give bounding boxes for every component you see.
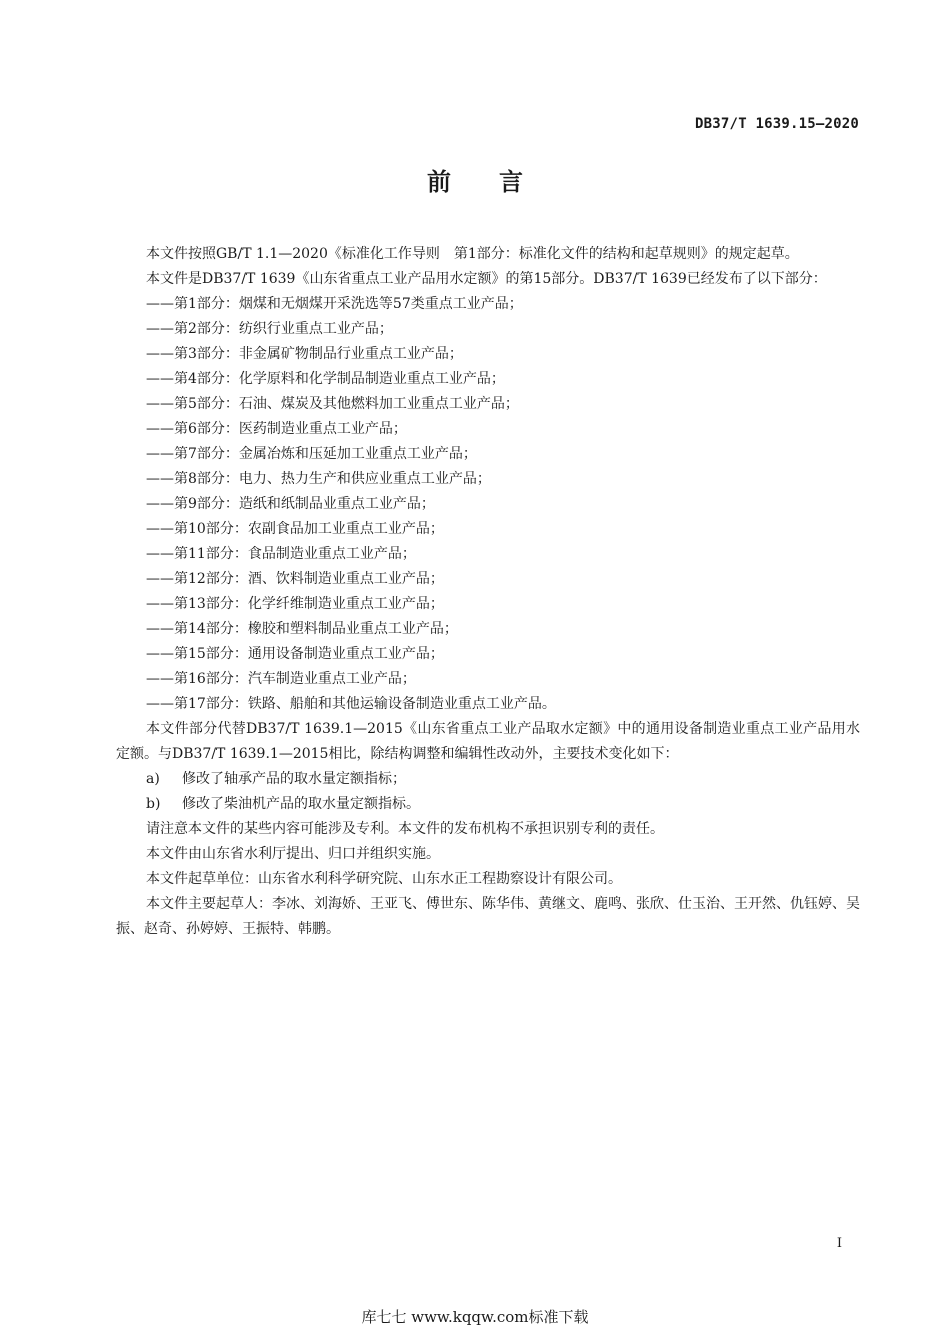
change-marker: a) [146, 771, 160, 787]
list-item: ——第3部分：非金属矿物制品行业重点工业产品； [146, 346, 463, 362]
list-item: ——第10部分：农副食品加工业重点工业产品； [146, 521, 444, 537]
footer-watermark: 库七七 www.kqqw.com标准下载 [361, 1308, 589, 1326]
list-item: ——第16部分：汽车制造业重点工业产品； [146, 671, 416, 687]
list-item: ——第8部分：电力、热力生产和供应业重点工业产品； [146, 471, 491, 487]
list-item: ——第13部分：化学纤维制造业重点工业产品； [146, 596, 444, 612]
change-text: 修改了轴承产品的取水量定额指标； [182, 771, 406, 787]
proposer-paragraph: 本文件由山东省水利厅提出、归口并组织实施。 [146, 846, 440, 862]
list-item: ——第12部分：酒、饮料制造业重点工业产品； [146, 571, 444, 587]
list-item: ——第1部分：烟煤和无烟煤开采洗选等57类重点工业产品； [146, 296, 523, 312]
intro-paragraph-2: 本文件是DB37/T 1639《山东省重点工业产品用水定额》的第15部分。DB37/T 1639已经发布了以下部分： [146, 271, 827, 287]
replacement-paragraph: 本文件部分代替DB37/T 1639.1—2015《山东省重点工业产品取水定额》中的通用设备制造业重点工业产品用水定额。与DB37/T 1639.1—2015相比，除结构调整和编辑性改动外，主要技术变化如下： [116, 721, 860, 762]
list-item: ——第9部分：造纸和纸制品业重点工业产品； [146, 496, 435, 512]
list-item: ——第6部分：医药制造业重点工业产品； [146, 421, 407, 437]
change-item [116, 767, 860, 792]
intro-paragraph-1: 本文件按照GB/T 1.1—2020《标准化工作导则 第1部分：标准化文件的结构和起草规则》的规定起草。 [146, 246, 799, 262]
list-item: ——第15部分：通用设备制造业重点工业产品； [146, 646, 444, 662]
list-item: ——第17部分：铁路、船舶和其他运输设备制造业重点工业产品。 [146, 696, 556, 712]
page-title: 前言 [427, 168, 571, 196]
list-item: ——第2部分：纺织行业重点工业产品； [146, 321, 393, 337]
page-number: I [836, 1236, 842, 1251]
change-marker: b) [146, 796, 161, 812]
list-item: ——第14部分：橡胶和塑料制品业重点工业产品； [146, 621, 458, 637]
change-text: 修改了柴油机产品的取水量定额指标。 [182, 796, 420, 812]
changes-list [116, 767, 860, 817]
patent-notice-paragraph: 请注意本文件的某些内容可能涉及专利。本文件的发布机构不承担识别专利的责任。 [146, 821, 664, 837]
document-body [116, 242, 860, 942]
list-item: ——第4部分：化学原料和化学制品制造业重点工业产品； [146, 371, 505, 387]
parts-list [116, 292, 860, 717]
list-item: ——第11部分：食品制造业重点工业产品； [146, 546, 416, 562]
document-code: DB37/T 1639.15—2020 [695, 116, 859, 132]
list-item: ——第5部分：石油、煤炭及其他燃料加工业重点工业产品； [146, 396, 519, 412]
drafting-unit-paragraph: 本文件起草单位：山东省水利科学研究院、山东水正工程勘察设计有限公司。 [146, 871, 622, 887]
drafters-paragraph: 本文件主要起草人：李冰、刘海娇、王亚飞、傅世东、陈华伟、黄继文、鹿鸣、张欣、仕玉治、王开然、仇钰婷、吴振、赵奇、孙婷婷、王振特、韩鹏。 [116, 896, 860, 937]
list-item: ——第7部分：金属冶炼和压延加工业重点工业产品； [146, 446, 477, 462]
change-item [116, 792, 860, 817]
